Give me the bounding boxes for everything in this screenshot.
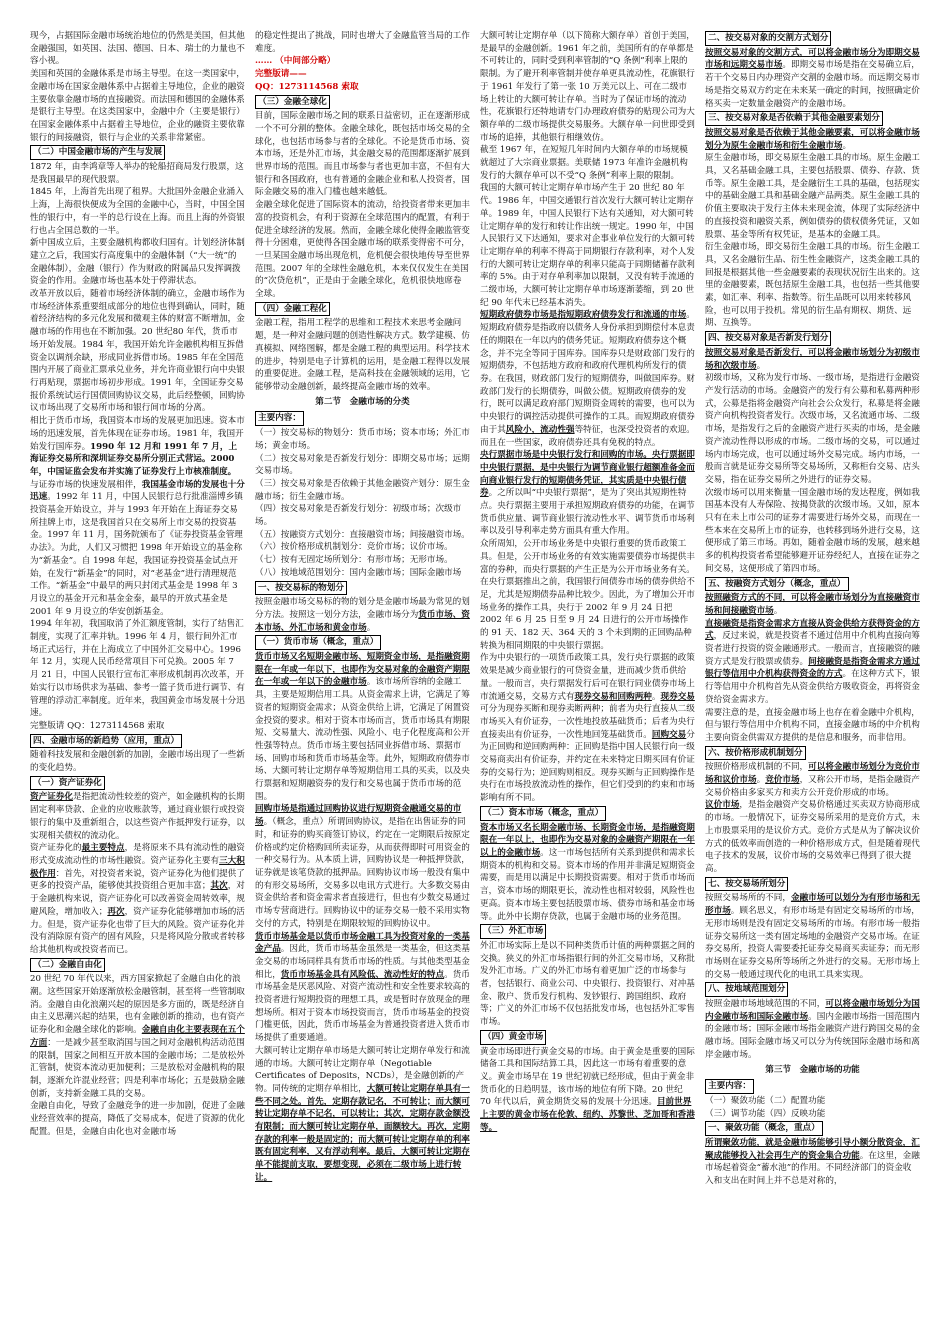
list-item: （三）调节功能（四）反映功能 bbox=[705, 1108, 826, 1119]
list-item: （四）按交易对象是否新发行划分：初级市场；次级市场。 bbox=[255, 504, 462, 528]
section-heading: （二）中国金融市场的产生与发展 bbox=[30, 145, 165, 160]
list-item: （五）按融资方式划分：直接融资市场；间接融资市场。 bbox=[255, 529, 470, 540]
paragraph: 作为中央银行的一项货币政策工具，发行央行票据的政策效果是减少商业银行的可贷资金量，进而减少货币供给量。一般而言，央行票据发行后可在银行同业债券市场上市流通交易，交易方式有现券交易和回购两种。现券交易可分为现券买断和现券卖断两种；前者为央行直接从二级市场买入有价证券，一次性地投放基础货币；后者为央行直接卖出有价证券，一次性地回笼基础货币。回购交易分为正回购和逆回购两种：正回购是指中国人民银行向一级交易商卖出有价证券，并约定在未来特定日期买回有价证券的交易行为；逆回购则相反。现券买断与正回购操作是央行在市场投放流动性的操作，但它们受到的约束和市场影响有所不同。 bbox=[480, 653, 695, 804]
paragraph: 我国的大额可转让定期存单市场产生于 20 世纪 80 年代。1986 年，中国交通银行首次发行大额可转让定期存单。1989 年，中国人民银行下达有关通知，对大额可转让定期存单的发行和转让作出统一规定。1990 年，中国人民银行又下达通知，要求对企事业单位发行的大额可转让定期存单的利率不得高于同期银行存款利率，对个人发行的大额可转让定期存单的利率只能高于同期储蓄存款利率的 5%。由于对存单利率加以限制，又没有转手流通的二级市场，大额可转让定期存单市场逐渐萎缩，到 20 世纪 90 年代末已经基本消失。 bbox=[480, 183, 695, 308]
paragraph: 次级市场可以用来衡量一国金融市场的发达程度，例如我国基本没有人寿保险、按揭贷款的次级市场。又如，原本只有在未上市公司的证券才需要进行场外交易，而现在一些本来在交易所上市的证券，也转移到场外进行交易，这便形成了第三市场。再如，随着金融市场的发展，越来越多的机构投资者希望能够避开证券经纪人，直接在证券之间交易，这便形成了第四市场。 bbox=[705, 487, 920, 574]
contact-note: 完整版请 QQ：1273114568 索取 bbox=[30, 720, 165, 731]
paragraph: 资本市场又名长期金融市场、长期资金市场，是指融资期限在一年以上，也即作为交易对象的金融资产期限在一年以上的金融市场。这一市场包括所有关系到提供和需求长期资本的机构和交易。资本市场的作用并非满足短期资金需要，而是用以满足中长期投资需要。相对于货币市场而言，资本市场的期限更长，流动性也相对较弱，风险性也更高。资本市场主要包括股票市场、债券市场和基金市场等。此外中长期存贷款，也属于金融市场的业务范围。 bbox=[480, 822, 695, 922]
paragraph: 众所周知，公开市场业务是中央银行重要的货币政策工具。但是，公开市场业务的有效实施需要债券市场提供丰富的券种，而央行票据的产生正是为公开市场业务有关。在央行票据推出之前，我国银行间债券市场的债券供给不足，尤其是短期债券品种比较少。因此，为了增加公开市场业务的操作工具，央行于 2002 年 9 月 24 日把 2002 年 6 月 25 日至 9 月 24 日进行的公开市场操作的 91 天、182 天、364 天的 3 个未到期的正回购品种转换为相同期限的中央银行票据。 bbox=[480, 539, 695, 651]
section-heading: 四、按交易对象是否新发行划分 bbox=[705, 331, 831, 346]
paragraph: 相比于货币市场，我国资本市场的发展更加迅速。资本市场的迅速发展，首先体现在证券市场。1981 年，我国开始发行国库券。1990 年 12 月和 1991 年 7 月，上海证券交易所和深圳证券交易所分别正式营运。2000 年，中国证监会发布并实施了证券发行上市核准制度。 bbox=[30, 416, 245, 477]
section-heading: 七、按交易场所划分 bbox=[705, 877, 788, 892]
paragraph: 按照融资方式的不同，可以将金融市场划分为直接融资市场和间接融资市场。 bbox=[705, 593, 920, 616]
list-item: （六）按价格形成机制划分：竞价市场；议价市场。 bbox=[255, 542, 453, 553]
paragraph: 大额可转让定期存单市场是大额可转让定期存单发行和流通的市场。大额可转让定期存单（Negotiable Certificates of Deposits，NCDs），是金融创新的产物。同传统的定期存单相比，大额可转让定期存单具有一些不同之处。首先，定期存款记名，不可转让；而大额可转让定期存单不记名，可以转让；其次，定期存款金额没有限制；而大额可转让定期存单，面额较大。再次，定期存款的利率一般是固定的；而大额可转让定期存单的利率既有固定利率，又有浮动利率。最后，大额可转让定期存单不能提前支取，要想变现，必须在二级市场上进行转让。 bbox=[255, 1045, 470, 1183]
paragraph: 按照交易对象是否新发行，可以将金融市场划分为初级市场和次级市场。 bbox=[705, 347, 920, 371]
paragraph: 按照交易对象是否依赖于其他金融要素，可以将金融市场划分为原生金融市场和衍生金融市场。 bbox=[705, 127, 920, 151]
paragraph: 金融工程，指用工程学的思维和工程技术来思考金融问题，是一种对金融问题的创造性解决方式。数学建模、仿真模拟、网络图解，都是金融工程的典型运用。科学技术的进步，特别是电子计算机的运用，是金融工程得以发展的重要促进。金融工程，是高科技在金融领域的运用，它能够带动金融创新，最终提高金融市场的效率。 bbox=[255, 318, 470, 392]
section-heading: 五、按融资方式划分（概念，重点） bbox=[705, 577, 849, 592]
section-heading: 二、按交易对象的交割方式划分 bbox=[705, 31, 831, 46]
column-4 bbox=[705, 30, 920, 1320]
paragraph: 改革开放以后，随着市场经济体制的确立，金融市场作为市场经济体系重要组成部分的地位也得到确认，同时，随着经济结构的多元化发展和微观主体的财富不断增加，金融市场的作用也在不断加强。20 世纪80 年代，货币市场开始发展。1984 年，我国开始允许金融机构相互拆借资金以调剂余缺，形成同业拆借市场。1985 年在全国范围内开展了商业汇票承兑业务，并允许商业银行向中央银行再贴现，票据市场初步形成。1991 年，全国证券交易报价系统试运行国债回购协议交易，此后经整顿，回购协议市场出现了交易所市场和银行间市场的分离。 bbox=[30, 289, 245, 414]
section-heading: 一、按交易标的物划分 bbox=[255, 581, 347, 596]
list-item: （二）按交易对象是否新发行划分：即期交易市场；远期交易市场。 bbox=[255, 453, 470, 477]
section-heading: （三）金融全球化 bbox=[255, 95, 330, 110]
paragraph: 原生金融市场，即交易原生金融工具的市场。原生金融工具，又名基础金融工具，主要包括股票、债券、存款、货币等。原生金融工具，是金融衍生工具的基础，包括现实中的基础金融工具和基础金融产品两类。原生金融工具的价值主要取决于发行主体未来现金流，体现了实际经济中的直接投资和融资关系，例如债券的债权债务凭证，又如股票、基金等所有权凭证，是基本的金融工具。 bbox=[705, 153, 920, 240]
paragraph: 金融自由化，导致了金融竞争的进一步加剧，促进了金融业经营效率的提高，降低了交易成本，促进了资源的优化配置。但是，金融自由化也对金融市场 bbox=[30, 1101, 245, 1137]
paragraph: 按照交易场所的不同，金融市场可以划分为有形市场和无形市场。顾名思义，有形市场是有固定交易场所的市场，无形市场则是没有固定交易场所的市场。有形市场一般指证券交易所这一类有固定场地的金融资产交易市场。在证券交易所，投资人需要委托证券交易商买卖证券；而无形市场则在证券交易所等场所之外进行的交易。无形市场上的交易一般通过现代化的电讯工具来实现。 bbox=[705, 893, 920, 980]
column-3 bbox=[480, 30, 695, 1320]
paragraph: 议价市场，是指金融资产交易价格通过买卖双方协商形成的市场。一般情况下，证券交易所采用的是竞价方式，未上市股票采用的是议价方式。竞价方式是从为了解决议价方式的低效率而创造的一种价格形成方式，但是随着现代电子技术的发展，议价市场的交易效率已得到了很大提高。 bbox=[705, 800, 920, 874]
main-content-label: 主要内容： bbox=[705, 1079, 754, 1094]
chapter-section-title: 第二节 金融市场的分类 bbox=[315, 396, 410, 407]
paragraph: 货币市场基金是以货币市场金融工具为投资对象的一类基金产品。因此，货币市场基金虽然是一类基金，但这类基金交易的市场同样具有货币市场的性质。与其他类型基金相比，货币市场基金具有风险低、流动性好的特点。货币市场基金是厌恶风险、对资产流动性和安全性要求较高的投资者进行短期投资的理想工具，或是暂时存放现金的理想场所。相对于资本市场投资而言，货币市场基金的投资门槛更低，因此，货币市场基金为普通投资者进入货币市场提供了重要通道。 bbox=[255, 931, 470, 1044]
paragraph: 随着科技发展和金融创新的加剧，金融市场出现了一些新的变化趋势。 bbox=[30, 750, 245, 774]
main-content-label: 主要内容： bbox=[255, 411, 304, 426]
list-item: （八）按地域范围划分：国内金融市场；国际金融市场 bbox=[255, 567, 462, 578]
paragraph: 美国和英国的金融体系是市场主导型。在这一类国家中，金融市场在国家金融体系中占据着主导地位，企业的融资主要依靠金融市场的直接融资。而法国和德国的金融体系是银行主导型。在这类国家中，金融中介（主要是银行）在国家金融体系中占据着主导地位，企业的融资主要依靠银行的间接融资，银行与企业的关系非常紧密。 bbox=[30, 69, 245, 143]
section-heading: 三、按交易对象是否依赖于其他金融要素划分 bbox=[705, 111, 883, 126]
list-item: （一）聚敛功能（二）配置功能 bbox=[705, 1095, 826, 1106]
section-heading: 一、聚敛功能（概念，重点） bbox=[705, 1121, 823, 1136]
list-item: （七）按有无固定场所划分：有形市场；无形市场。 bbox=[255, 555, 453, 566]
paragraph: 初级市场，又称为发行市场、一级市场，是指进行金融资产发行活动的市场。金融资产的发行有公募和私募两种形式，公募是指将金融资产向社会公众发行，私募是将金融资产向机构投资者发行。次级市场，又名流通市场、二级市场，是指发行之后的金融资产进行买卖的市场，是金融资产流动性得以形成的市场。二级市场的交易，可以通过场内市场完成，也可以通过场外交易完成。场内市场，一般而言就是证券交易所等交易场所，又称柜台交易、店头交易，指在证券交易所之外进行的证券交易。 bbox=[705, 373, 920, 485]
omission-note: …… （中间部分略） bbox=[255, 56, 336, 67]
paragraph: 现今，占据国际金融市场统治地位的仍然是美国，但其他金融强国，如英国、法国、德国、日本、瑞士的力量也不容小视。 bbox=[30, 31, 245, 67]
paragraph: 短期政府债券市场是指短期政府债券发行和流通的市场。短期政府债券是指政府以债务人身份承担到期偿付本息责任的期限在一年以内的债务凭证。短期政府债券这个概念，并不完全等同于国库券。国库券只是财政部门发行的短期债券，不包括地方政府和政府代理机构所发行的债券。在我国，财政部门发行的短期债券，叫做国库券。财政部门发行的长期债券，叫做公债。短期政府债券的发行，既可以满足政府部门短期资金周转的需要，也可以为中央银行的调控活动提供可操作的工具。而短期政府债券由于其风险小，流动性强等特征，也深受投资者的欢迎。而且在一些国家，政府债券还具有免税的特点。 bbox=[480, 310, 695, 448]
paragraph: 大额可转让定期存单（以下简称大额存单）首创于美国，是最早的金融创新。1961 年之前，美国所有的存单都是不可转让的，同时受到利率管制的“Q 条例”利率上限的限制。为了避开利率管制并使存单更具流动性，花旗银行于 1961 年发行了第一张 10 万美元以上、可在二级市场上转让的大额可转让存单。当时为了保证市场的流动性，花旗银行还特地请专门办理政府债券的贴现公司为大额存单的二级市场提供交易服务。大额存单一问世即受到市场的追捧，其他银行相继效仿。 bbox=[480, 31, 695, 143]
paragraph: 直接融资是指资金需求方直接从资金供给方获得资金的方式，反过来说，就是投资者不通过信用中介机构直接向筹资者进行投资的资金融通形式。一般而言，直接融资的融资方式是发行股票或债券。间接融资是指资金需求方通过银行等信用中介机构获得资金的方式。在这种方式下，银行等信用中介机构首先从资金供给方吸收资金，再将资金贷给资金需求方。 bbox=[705, 618, 920, 705]
section-heading: （二）金融自由化 bbox=[30, 958, 105, 973]
paragraph: 按照交易对象的交割方式，可以将金融市场分为即期交易市场和远期交易市场。即期交易市场是指在交易确立后，若干个交易日内办理资产交割的金融市场。而远期交易市场是指交易双方约定在未来某一确定的时间，按照确定价格买卖一定数量金融资产的金融市场。 bbox=[705, 47, 920, 109]
paragraph: 需要注意的是，直接金融市场上也存在着金融中介机构，但与银行等信用中介机构不同，直接金融市场的中介机构主要向资金供需双方提供的是信息和服务，而非信用。 bbox=[705, 707, 920, 743]
paragraph: 1872 年，由李鸿章等人举办的轮船招商局发行股票，这是我国最早的现代股票。 bbox=[30, 162, 244, 185]
paragraph: 新中国成立后，主要金融机构都收归国有。计划经济体制建立之后，我国实行高度集中的金融体制（“大一统”的金融体制），金融（银行）作为财政的附属品只发挥调拨资金的作用。金融市场也基本处于停滞状态。 bbox=[30, 238, 245, 287]
chapter-section-title: 第三节 金融市场的功能 bbox=[765, 1064, 860, 1075]
paragraph: 的稳定性提出了挑战，同时也增大了金融监管当局的工作难度。 bbox=[255, 31, 470, 54]
column-2 bbox=[255, 30, 470, 1320]
paragraph: 衍生金融市场，即交易衍生金融工具的市场。衍生金融工具，又名金融衍生品、衍生性金融资产，这类金融工具的回报是根据其他一些金融要素的表现状况衍生出来的。这里的金融要素，既包括原生金融工具，也包括一些其他要素，如汇率、利率、指数等。衍生品既可以用来转移风险，也可以用于投机。常见的衍生品有期权、期货、远期、互换等。 bbox=[705, 242, 920, 329]
paragraph: 金融全球化促进了国际资本的流动，给投资者带来更加丰富的投资机会，有利于资源在全球范围内的配置，有利于促进全球经济的发展。然而，金融全球化使得金融监管变得十分困难，更使得各国金融市场的联系变得密不可分，一旦某国金融市场出现危机，危机便会很快地传导至世界范围。2007 年的全球性金融危机，本来仅仅发生在美国的“次贷危机”，正是由于金融全球化，危机很快地席卷全球。 bbox=[255, 200, 470, 300]
paragraph: 资产证券化的最主要特点，是将原来不具有流动性的融资形式变成流动性的市场性融资。资产证券化主要有三大积极作用：首先，对投资者来说，资产证券化为他们提供了更多的投资产品，能够使其投资组合更加丰富；其次，对于金融机构来说，资产证券化可以改善资金周转效率，规避风险，增加收入；再次，资产证券化能够增加市场的活力。但是，资产证券化也带了巨大的风险。资产证券化并没有消除原有资产的固有风险，只是将风险分散或者转移给其他机构或投资者而已。 bbox=[30, 843, 245, 955]
paragraph: 外汇市场实际上是以不同种类货币计值的两种票据之间的交换。狭义的外汇市场指银行间的外汇交易市场，又称批发外汇市场。广义的外汇市场有着更加广泛的市场参与者，包括银行、商业公司、中央银行、投资银行、对冲基金、散户、货币发行机构、发钞银行、跨国组织、政府等；广义的外汇市场不仅包括批发市场，也包括外汇零售市场。 bbox=[480, 940, 695, 1028]
section-heading: （四）黄金市场 bbox=[480, 1030, 546, 1045]
paragraph: 按照金融市场交易标的物的划分是金融市场最为常见的划分方法。按照这一划分方法，金融市场分为货币市场、资本市场、外汇市场和黄金市场。 bbox=[255, 597, 470, 633]
paragraph: 央行票据市场是中央银行发行和回购的市场。央行票据即中央银行票据，是中央银行为调节商业银行超额准备金而向商业银行发行的短期债务凭证，其实质是中央银行债券。之所以叫“中央银行票据”，是为了突出其短期性特点。央行票据主要用于承担短期政府债券的功能，在调节货币供应量、调节商业银行流动性水平、调节货币市场利率以及引导利率走势方面具有重大作用。 bbox=[480, 450, 695, 537]
paragraph: 目前，国际金融市场之间的联系日益密切，正在逐渐形成一个不可分割的整体。金融全球化，既包括市场交易的全球化，也包括市场参与者的全球化。不论是货币市场、资本市场，还是外汇市场，其金融交易的范围都逐渐扩展到世界市场的范围。而且市场参与者也更加丰富，不但有大银行和各国政府，也有普通的金融企业和私人投资者，国际金融交易的准入门槛也越来越低。 bbox=[255, 111, 470, 198]
paragraph: 按照金融市场地域范围的不同，可以将金融市场划分为国内金融市场和国际金融市场。国内金融市场指一国范围内的金融市场；国际金融市场指金融资产进行跨国交易的金融市场。国际金融市场又可以分为传统国际金融市场和离岸金融市场。 bbox=[705, 999, 920, 1060]
section-heading: （一）资产证券化 bbox=[30, 776, 105, 791]
section-heading: （四）金融工程化 bbox=[255, 302, 330, 317]
section-heading: 八、按地域范围划分 bbox=[705, 982, 788, 997]
paragraph: 回购市场是指通过回购协议进行短期资金融通交易的市场。（概念，重点）所谓回购协议，是指在出售证券的同时，和证券的购买商签订协议，约定在一定期限后按原定价格或约定价格购回所卖证券，从而获得即时可用资金的一种交易行为。从本质上讲，回购协议是一种抵押贷款，证券就是该笔贷款的抵押品。回购协议市场一般没有集中的有形交易场所，交易多以电讯方式进行。大多数交易由资金供给者和资金需求者直接进行，但也有少数交易通过市场专营商进行。回购协议中的证券交易一般不采用实物交付的方式，特别是在期限较短的回购协议中。 bbox=[255, 804, 470, 929]
paragraph: 黄金市场即进行黄金交易的市场。由于黄金是重要的国际储备工具和国际结算工具，因此这一市场有着重要的意义。黄金市场早在 19 世纪初就已经形成，但由于黄金非货币化的日趋明显，该市场的地位有所下降。20 世纪 70 年代以后，黄金期货交易的发展十分迅速。目前世界上主要的黄金市场在伦敦、纽约、苏黎世、芝加哥和香港等。 bbox=[480, 1046, 695, 1133]
contact-qq: QQ：1273114568 索取 bbox=[255, 81, 359, 92]
column-1 bbox=[30, 30, 245, 1320]
list-item: （三）按交易对象是否依赖于其他金融资产划分：原生金融市场；衍生金融市场。 bbox=[255, 478, 470, 502]
list-item: （一）按交易标的物划分：货币市场；资本市场；外汇市场；黄金市场。 bbox=[255, 428, 470, 451]
paragraph: 20 世纪 70 年代以来，西方国家掀起了金融自由化的浪潮。这些国家开始逐渐放松金融管制，甚至将一些管制取消。金融自由化浪潮兴起的原因是多方面的，既是经济自由主义思潮兴起的结果，也有金融创新的推动，也有资产证券化和金融全球化的影响。金融自由化主要表现在五个方面：一是减少甚至取消国与国之间对金融机构活动范围的限制，国家之间相互开放本国的金融市场；二是放松外汇管制，使资本流动更加便利；三是放松对金融机构的限制，逐渐允许混业经营；四是利率市场化；五是鼓励金融创新，支持新金融工具的交易。 bbox=[30, 974, 245, 1099]
section-heading: 四、金融市场的新趋势（应用，重点） bbox=[30, 734, 182, 749]
paragraph: 1845 年，上海首先出现了租界。大批国外金融企业涌入上海，上海很快便成为全国的金融中心，当时，中国全国性的银行中，有一半的总行设在上海。而且上海的外资银行也占全国总数的一半。 bbox=[30, 187, 245, 236]
section-heading: 六、按价格形成机制划分 bbox=[705, 746, 806, 761]
contact-note: 完整版请—— bbox=[255, 69, 307, 80]
section-heading: （一）货币市场（概念，重点） bbox=[255, 635, 381, 650]
document-page bbox=[30, 30, 920, 1320]
section-heading: （二）资本市场（概念，重点） bbox=[480, 806, 606, 821]
paragraph: 按照价格形成机制的不同，可以将金融市场划分为竞价市场和议价市场。竞价市场，又称公开市场，是指金融资产交易价格由多家买方和卖方公开竞价形成的市场。 bbox=[705, 762, 920, 798]
paragraph: 所谓聚敛功能，就是金融市场能够引导小额分散资金，汇聚成能够投入社会再生产的资金集合功能。在这里，金融市场起着资金“蓄水池”的作用。不同经济部门的资金收入和支出在时间上并不总是对称的， bbox=[705, 1138, 920, 1187]
section-heading: （三）外汇市场 bbox=[480, 924, 546, 939]
paragraph: 截至 1967 年，在短短几年时间内大额存单的市场规模就超过了大宗商业票据。美联储 1973 年准许金融机构发行的大额存单可以不受“Q 条例”利率上限的限制。 bbox=[480, 145, 688, 181]
paragraph: 货币市场又名短期金融市场、短期资金市场，是指融资期限在一年或一年以下，也即作为交易对象的金融资产期限在一年或一年以下的金融市场。该市场所容纳的金融工具，主要是短期信用工具。从资金需求上讲，它满足了筹资者的短期资金需求；从资金供给上讲，它满足了闲置资金投资的要求。相对于资本市场而言，货币市场具有期限短、交易量大、流动性强、风险小、电子化程度高和公开性强等特点。货币市场主要包括同业拆借市场、票据市场、回购市场和货币市场基金等。此外，短期政府债券市场、大额可转让定期存单等短期信用工具的买卖，以及央行票据和短期融资券的发行和交易也属于货币市场的范围。 bbox=[255, 652, 470, 802]
paragraph: 资产证券化是指把流动性较差的资产，如金融机构的长期固定利率贷款、企业的应收账款等，通过商业银行或投资银行的集中及重新组合，以这些资产作抵押发行证券，以实现相关债权的流动化。 bbox=[30, 792, 245, 841]
paragraph: 1994 年年初，我国取消了外汇额度管制，实行了结售汇制度，实现了汇率并轨。1996 年 4 月，银行间外汇市场正式运行，并在上海成立了中国外汇交易中心。1996 年 12 月，实现人民币经常项目下可兑换。2005 年 7 月 21 日，中国人民银行宣布汇率形成机制再次改革，开始实行以市场供求为基础、参考一篮子货币进行调节、有管理的浮动汇率制度。近年来，我国黄金市场发展十分迅速。 bbox=[30, 619, 245, 719]
paragraph: 与证券市场的快速发展相伴，我国基金市场的发展也十分迅速。1992 年 11 月，中国人民银行总行批准淄博乡镇投资基金开始设立，并与 1993 年开始在上海证券交易所挂牌上市，这是我国首只在交易所上市交易的投资基金。1997 年 11 月，国务院颁布了《证券投资基金管理办法》。为此，人们又习惯把 1998 年开始设立的基金称为“新基金”。自 1998 年起，我国证券投资基金试点开始，在发行“新基金”的同时，对“老基金”进行清理规范工作。“新基金”中最早的两只封闭式基金是 1998 年 3 月设立的基金开元和基金金泰，最早的开放式基金是 2001 年 9 月设立的华安创新基金。 bbox=[30, 479, 245, 617]
